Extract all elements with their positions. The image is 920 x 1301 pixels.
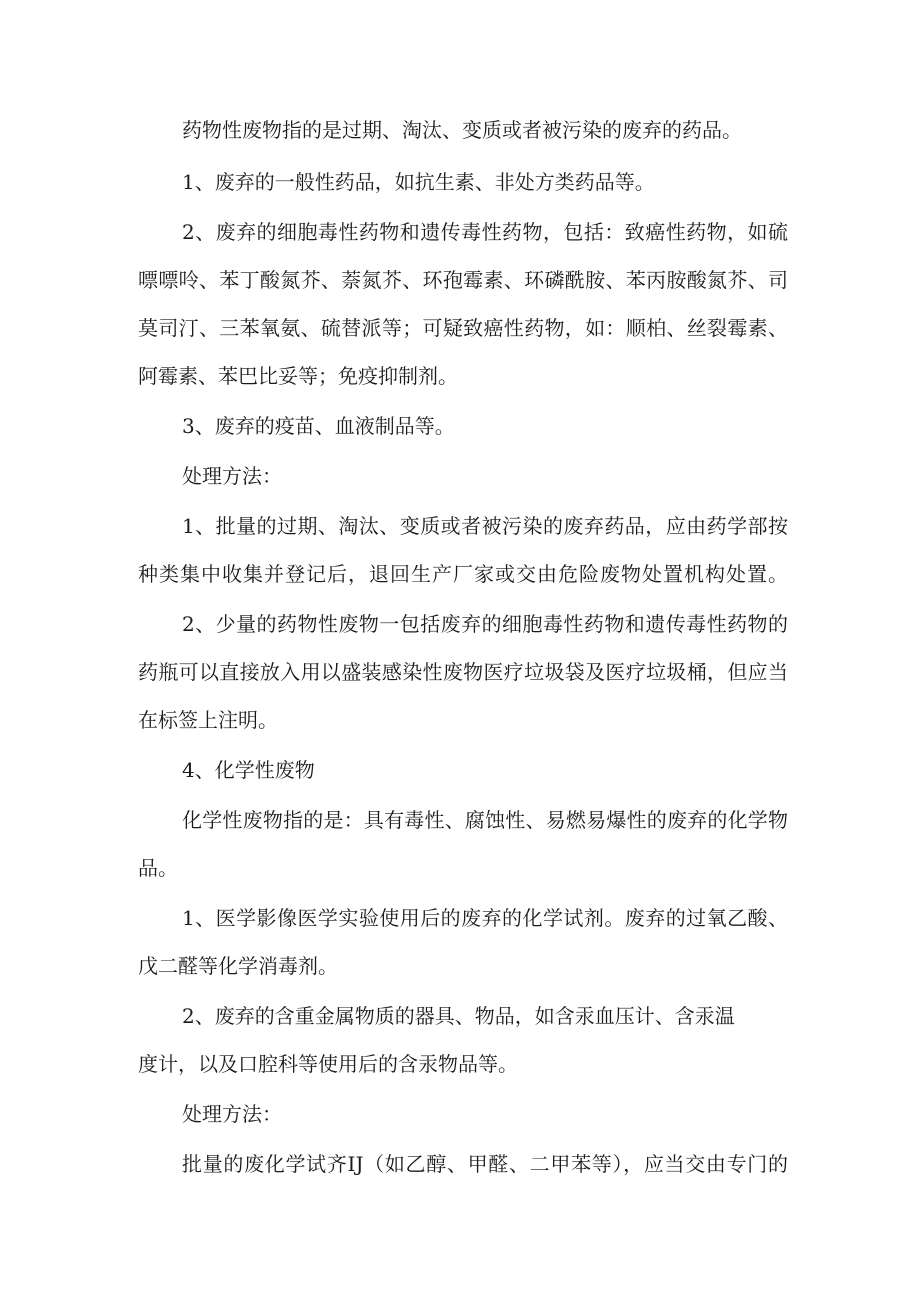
paragraph-line: 1、医学影像医学实验使用后的废弃的化学试剂。废弃的过氧乙酸、 <box>182 906 788 930</box>
paragraph-line: 2、废弃的细胞毒性药物和遗传毒性药物，包括：致癌性药物，如硫 <box>182 220 788 244</box>
paragraph-line: 1、批量的过期、淘汰、变质或者被污染的废弃药品，应由药学部按 <box>182 514 788 538</box>
paragraph-line: 度计，以及口腔科等使用后的含汞物品等。 <box>138 1052 518 1076</box>
paragraph-line: 2、少量的药物性废物一包括废弃的细胞毒性药物和遗传毒性药物的 <box>182 612 788 636</box>
paragraph-line: 化学性废物指的是：具有毒性、腐蚀性、易燃易爆性的废弃的化学物 <box>182 808 788 832</box>
paragraph-line: 药瓶可以直接放入用以盛装感染性废物医疗垃圾袋及医疗垃圾桶，但应当 <box>138 660 788 684</box>
section-heading: 处理方法： <box>182 1102 282 1126</box>
paragraph-line: 2、废弃的含重金属物质的器具、物品，如含汞血压计、含汞温 <box>182 1004 735 1028</box>
paragraph-line: 品。 <box>138 856 178 880</box>
paragraph-line: 在标签上注明。 <box>138 708 278 732</box>
paragraph-line: 莫司汀、三苯氧氨、硫替派等；可疑致癌性药物，如：顺柏、丝裂霉素、 <box>138 316 788 340</box>
paragraph-line: 阿霉素、苯巴比妥等；免疫抑制剂。 <box>138 364 458 388</box>
section-heading: 4、化学性废物 <box>182 758 315 782</box>
section-heading: 处理方法： <box>182 464 282 488</box>
paragraph-line: 批量的废化学试齐IJ（如乙醇、甲醛、二甲苯等），应当交由专门的 <box>182 1152 788 1176</box>
paragraph-line: 种类集中收集并登记后，退回生产厂家或交由危险废物处置机构处置。 <box>138 562 788 586</box>
paragraph-line: 嘌嘌呤、苯丁酸氮芥、萘氮芥、环孢霉素、环磷酰胺、苯丙胺酸氮芥、司 <box>138 268 788 292</box>
paragraph-line: 1、废弃的一般性药品，如抗生素、非处方类药品等。 <box>182 170 655 194</box>
paragraph-line: 3、废弃的疫苗、血液制品等。 <box>182 414 455 438</box>
paragraph-line: 戊二醛等化学消毒剂。 <box>138 954 338 978</box>
paragraph-line: 药物性废物指的是过期、淘汰、变质或者被污染的废弃的药品。 <box>182 118 742 142</box>
